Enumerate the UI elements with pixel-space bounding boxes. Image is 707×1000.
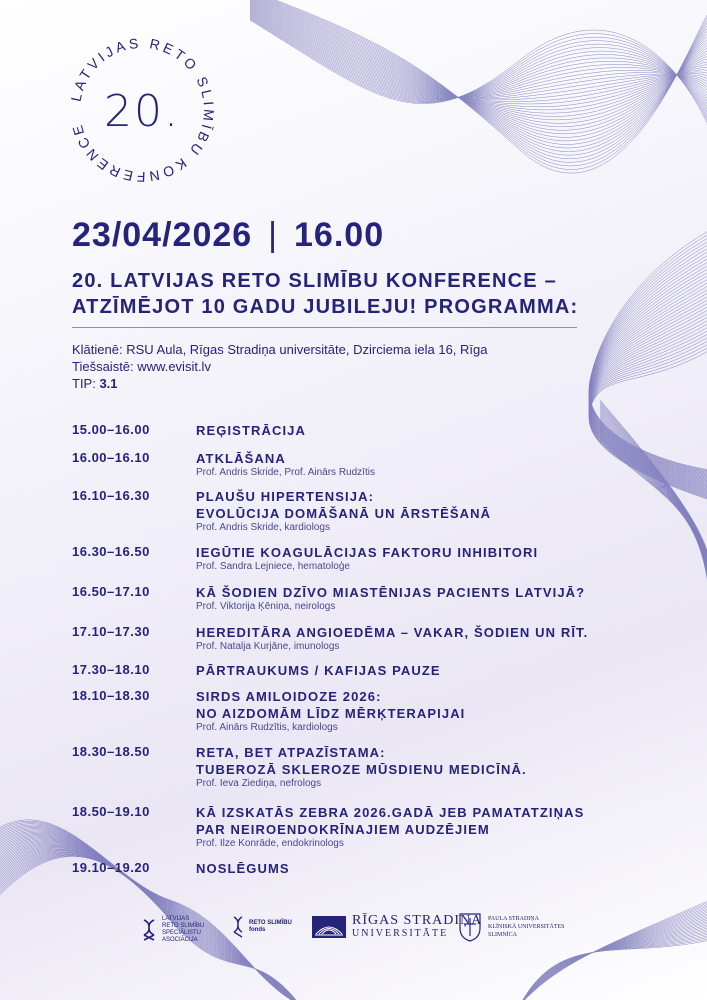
session-time: 15.00–16.00 (72, 422, 150, 437)
session-speaker: Prof. Viktorija Ķēniņa, neirologs (196, 601, 336, 612)
schedule-row (72, 744, 652, 790)
rsu-text-line: UNIVERSITĀTE (352, 928, 449, 939)
session-title: PAR NEIROENDOKRĪNAJIEM AUDZĒJIEM (196, 822, 490, 837)
session-title: TUBEROZĀ SKLEROZE MŪSDIENU MEDICĪNĀ. (196, 762, 527, 777)
session-time: 16.50–17.10 (72, 584, 150, 599)
session-details (196, 804, 652, 850)
onsite-location: Klātienē: RSU Aula, Rīgas Stradiņa universitāte, Dzirciema iela 16, Rīga (72, 342, 488, 357)
tip-value: 3.1 (99, 376, 118, 391)
logo-number: 20. (104, 86, 180, 137)
event-time: 16.00 (294, 216, 385, 254)
paul-text-line: PAULA STRADIŅA (488, 916, 539, 922)
dna-icon (142, 919, 156, 941)
session-time: 16.30–16.50 (72, 544, 150, 559)
session-details (196, 688, 652, 734)
session-speaker: Prof. Andris Skride, Prof. Ainārs Rudzītis (196, 467, 375, 478)
session-time: 16.10–16.30 (72, 488, 150, 503)
session-details (196, 450, 652, 479)
schedule-row (72, 688, 652, 734)
paul-text-line: SLIMNĪCA (488, 932, 518, 938)
schedule-row (72, 450, 652, 479)
session-details (196, 584, 652, 613)
session-time: 16.00–16.10 (72, 450, 150, 465)
session-time: 17.10–17.30 (72, 624, 150, 639)
paul-text-line: KLĪNISKĀ UNIVERSITĀTES (488, 924, 565, 930)
lrsa-text-line: LATVIJAS (162, 916, 190, 922)
page-title (72, 268, 632, 320)
hospital-crest-icon (458, 912, 482, 942)
schedule-row (72, 488, 652, 534)
session-details (196, 544, 652, 573)
event-date: 23/04/2026 (72, 216, 253, 254)
divider (72, 327, 577, 328)
conference-logo (62, 30, 222, 190)
schedule-row (72, 860, 652, 877)
session-title: PĀRTRAUKUMS / KAFIJAS PAUZE (196, 663, 441, 678)
event-info (72, 341, 487, 392)
session-title: NO AIZDOMĀM LĪDZ MĒRĶTERAPIJAI (196, 706, 466, 721)
lrsa-text-line: RETO SLIMĪBU (162, 923, 205, 929)
title-line-2: ATZĪMĒJOT 10 GADU JUBILEJU! PROGRAMMA: (72, 296, 579, 318)
session-details (196, 422, 652, 439)
rsu-emblem-icon (312, 916, 346, 938)
partner-logos (0, 908, 707, 958)
session-title: RETA, BET ATPAZĪSTAMA: (196, 745, 386, 760)
pauls-stradins-hospital-logo (458, 912, 565, 942)
online-link[interactable]: Tiešsaistē: www.evisit.lv (72, 359, 211, 374)
session-speaker: Prof. Ieva Ziediņa, nefrologs (196, 778, 322, 789)
schedule-row (72, 662, 652, 679)
session-title: IEGŪTIE KOAGULĀCIJAS FAKTORU INHIBITORI (196, 545, 539, 560)
svg-text:LATVIJAS RETO SLIMĪBU KONFEREN: LATVIJAS RETO SLIMĪBU KONFERENCE (67, 34, 218, 186)
schedule-row (72, 544, 652, 573)
session-title: PLAUŠU HIPERTENSIJA: (196, 489, 375, 504)
dna-small-icon (233, 916, 243, 938)
rsu-text-line: RĪGAS STRADIŅA (352, 913, 483, 928)
session-speaker: Prof. Sandra Lejniece, hematoloģe (196, 561, 350, 572)
session-details (196, 488, 652, 534)
session-title: KĀ ŠODIEN DZĪVO MIASTĒNIJAS PACIENTS LATVIJĀ? (196, 585, 586, 600)
reto-slimibu-fonds-logo (233, 916, 292, 938)
schedule-row (72, 422, 652, 439)
tip-credits (72, 375, 487, 392)
schedule-row (72, 584, 652, 613)
fund-text-line: fonds (249, 927, 266, 933)
session-title: ATKLĀŠANA (196, 451, 286, 466)
session-time: 19.10–19.20 (72, 860, 150, 875)
session-details (196, 662, 652, 679)
session-speaker: Prof. Ilze Konrāde, endokrinologs (196, 838, 344, 849)
session-title: KĀ IZSKATĀS ZEBRA 2026.GADĀ JEB PAMATATZIŅAS (196, 805, 585, 820)
session-title: EVOLŪCIJA DOMĀŠANĀ UN ĀRSTĒŠANĀ (196, 506, 492, 521)
session-speaker: Prof. Natalja Kurjāne, imunologs (196, 641, 340, 652)
lrsa-logo (142, 916, 204, 944)
session-time: 18.50–19.10 (72, 804, 150, 819)
session-title: HEREDITĀRA ANGIOEDĒMA – VAKAR, ŠODIEN UN RĪT. (196, 625, 589, 640)
event-datetime (72, 216, 384, 255)
date-time-separator: | (268, 216, 279, 254)
session-title: REĢISTRĀCIJA (196, 423, 306, 438)
tip-label: TIP: (72, 376, 100, 391)
schedule-row (72, 624, 652, 653)
session-speaker: Prof. Ainārs Rudzītis, kardiologs (196, 722, 338, 733)
rsu-logo (312, 914, 482, 939)
title-line-1: 20. LATVIJAS RETO SLIMĪBU KONFERENCE – (72, 270, 557, 292)
session-title: NOSLĒGUMS (196, 861, 290, 876)
session-time: 17.30–18.10 (72, 662, 150, 677)
lrsa-text-line: SPECIĀLISTU (162, 930, 202, 936)
session-details (196, 860, 652, 877)
session-title: SIRDS AMILOIDOZE 2026: (196, 689, 382, 704)
session-details (196, 744, 652, 790)
session-speaker: Prof. Andris Skride, kardiologs (196, 522, 330, 533)
session-details (196, 624, 652, 653)
fund-text-line: RETO SLIMĪBU (249, 920, 292, 926)
session-time: 18.30–18.50 (72, 744, 150, 759)
session-time: 18.10–18.30 (72, 688, 150, 703)
schedule-row (72, 804, 652, 850)
lrsa-text-line: ASOCIĀCIJA (162, 937, 198, 943)
